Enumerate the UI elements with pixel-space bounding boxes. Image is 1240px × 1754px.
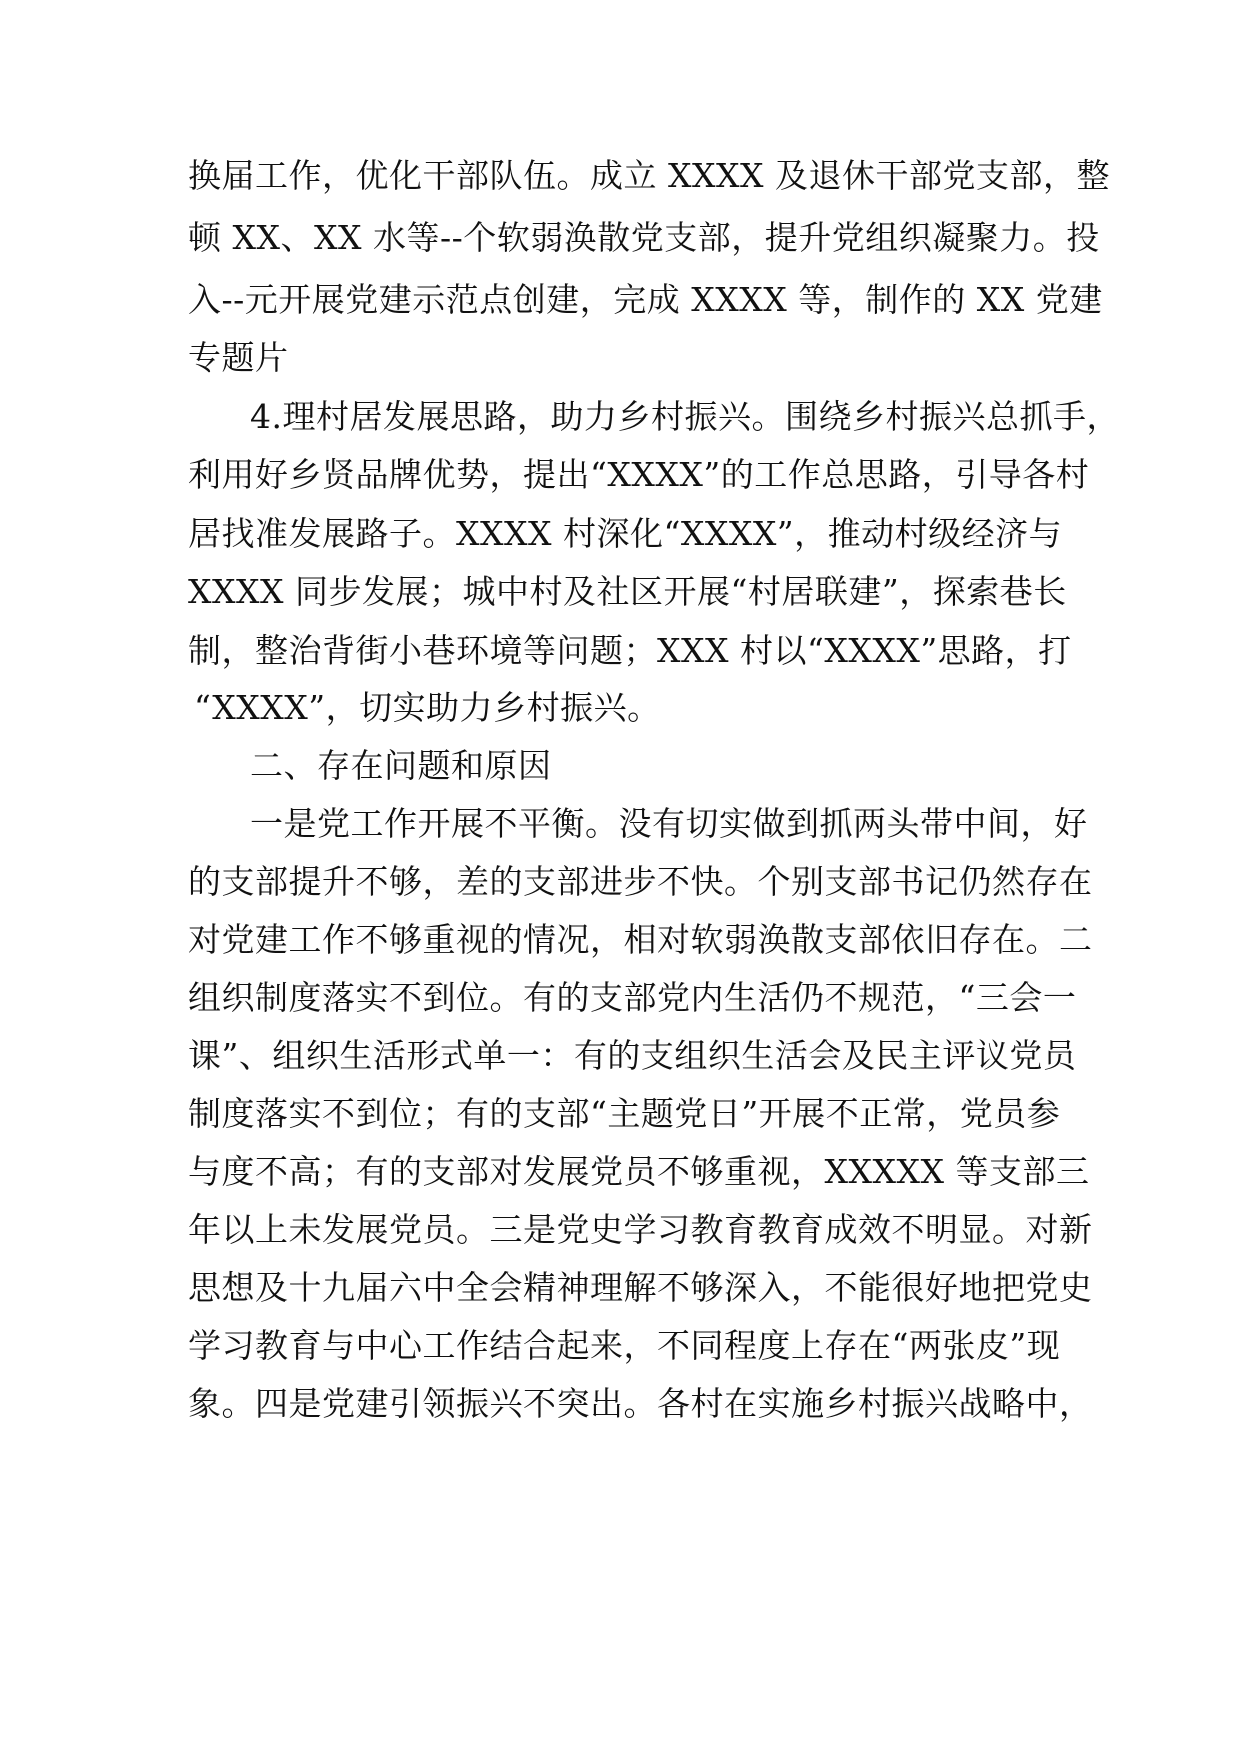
text-line-1: 换届工作，优化干部队伍。成立 XXXX 及退休干部党支部，整	[188, 156, 1110, 195]
text-line-2: 顿 XX、XX 水等--个软弱涣散党支部，提升党组织凝聚力。投	[188, 218, 1100, 257]
text-line-9: 制，整治背街小巷环境等问题；XXX 村以“XXXX”思路，打	[188, 631, 1072, 670]
text-line-13: 的支部提升不够，差的支部进步不快。个别支部书记仍然存在	[188, 862, 1093, 901]
text-line-20: 思想及十九届六中全会精神理解不够深入，不能很好地把党史	[188, 1268, 1093, 1307]
text-line-16: 课”、组织生活形式单一：有的支组织生活会及民主评议党员	[188, 1036, 1077, 1075]
text-line-7: 居找准发展路子。XXXX 村深化“XXXX”，推动村级经济与	[188, 514, 1063, 553]
text-line-21: 学习教育与中心工作结合起来，不同程度上存在“两张皮”现	[188, 1326, 1061, 1365]
text-line-4: 专题片	[188, 338, 289, 377]
text-line-6: 利用好乡贤品牌优势，提出“XXXX”的工作总思路，引导各村	[188, 455, 1090, 494]
text-line-17: 制度落实不到位；有的支部“主题党日”开展不正常，党员参	[188, 1094, 1061, 1133]
paragraph-4-first-line: 4.理村居发展思路，助力乡村振兴。围绕乡村振兴总抓手，	[250, 397, 1120, 436]
text-line-10: “XXXX”，切实助力乡村振兴。	[194, 688, 661, 727]
text-line-22: 象。四是党建引领振兴不突出。各村在实施乡村振兴战略中，	[188, 1384, 1093, 1423]
text-line-19: 年以上未发展党员。三是党史学习教育教育成效不明显。对新	[188, 1210, 1093, 1249]
text-line-18: 与度不高；有的支部对发展党员不够重视，XXXXX 等支部三	[188, 1152, 1090, 1191]
paragraph-problems-first-line: 一是党工作开展不平衡。没有切实做到抓两头带中间，好	[250, 804, 1088, 843]
text-line-14: 对党建工作不够重视的情况，相对软弱涣散支部依旧存在。二	[188, 920, 1093, 959]
text-line-8: XXXX 同步发展；城中村及社区开展“村居联建”，探索巷长	[188, 572, 1067, 611]
section-heading: 二、存在问题和原因	[250, 746, 552, 785]
text-line-15: 组织制度落实不到位。有的支部党内生活仍不规范，“三会一	[188, 978, 1077, 1017]
text-line-3: 入--元开展党建示范点创建，完成 XXXX 等，制作的 XX 党建	[188, 280, 1103, 319]
